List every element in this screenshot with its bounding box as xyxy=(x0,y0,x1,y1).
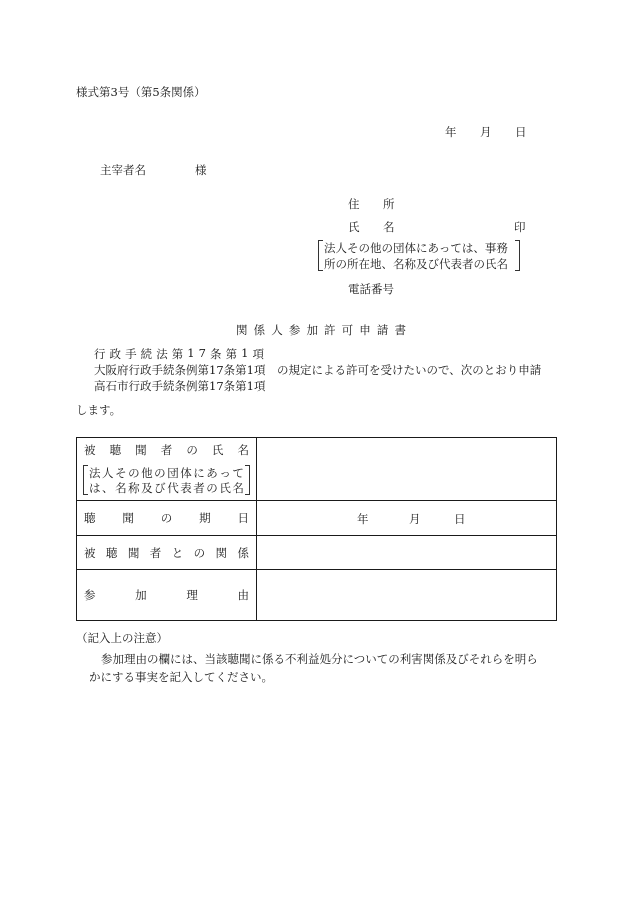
title-char: 許 xyxy=(324,323,336,337)
relationship-label-cell xyxy=(77,536,257,570)
relationship-label: 被 聴 聞 者 と の 関 係 xyxy=(84,545,249,560)
participation-reason-input[interactable] xyxy=(257,570,557,621)
name-label-1: 氏 xyxy=(348,220,360,234)
phone-label: 電話番号 xyxy=(348,282,394,296)
law1-char: 第 xyxy=(171,347,184,361)
address-label-1: 住 xyxy=(348,197,360,211)
hearing-date-day: 日 xyxy=(454,512,466,526)
law1-char: 行 xyxy=(94,347,106,361)
hearing-date-label: 聴 聞 の 期 日 xyxy=(84,511,249,525)
hearing-date-year: 年 xyxy=(357,512,369,526)
participation-reason-label-cell xyxy=(77,570,257,621)
legal-basis-law3: 高石市行政手続条例第17条第1項 xyxy=(94,379,266,393)
law1-char: 項 xyxy=(252,347,264,361)
hearing-date-label-cell xyxy=(77,501,257,536)
title-char: 加 xyxy=(306,323,318,337)
law1-char: 第 xyxy=(225,347,238,361)
hearing-date-value xyxy=(257,511,556,525)
relationship-input[interactable] xyxy=(257,536,557,570)
application-table xyxy=(76,437,557,621)
form-number: 様式第3号（第5条関係） xyxy=(76,85,206,99)
row-note-right-bracket xyxy=(245,465,250,495)
hearing-subject-name-input[interactable] xyxy=(257,438,557,501)
hearing-subject-name-label-cell xyxy=(77,438,257,501)
corp-note-right-bracket xyxy=(515,240,520,271)
law1-char: 手 xyxy=(125,347,137,361)
law1-char: 続 xyxy=(140,347,153,361)
table-row xyxy=(77,536,557,570)
row-note-left-bracket xyxy=(83,465,88,495)
title-char: 可 xyxy=(341,323,354,337)
law1-char: 法 xyxy=(156,347,168,361)
title-char: 請 xyxy=(376,323,389,337)
name-label-2: 名 xyxy=(383,220,395,234)
corp-note-line1: 法人その他の団体にあっては、事務 xyxy=(324,241,508,255)
hearing-subject-name-label: 被 聴 聞 者 の 氏 名 xyxy=(84,442,249,457)
title-char: 書 xyxy=(394,323,406,337)
title-char: 申 xyxy=(359,323,371,337)
table-row xyxy=(77,438,557,501)
date-year-label: 年 xyxy=(445,125,457,139)
law1-char: 政 xyxy=(109,347,122,361)
legal-basis-law2: 大阪府行政手続条例第17条第1項 xyxy=(94,363,266,377)
legal-basis-continuation: します。 xyxy=(76,403,122,417)
corp-note-left-bracket xyxy=(318,240,323,271)
title-char: 人 xyxy=(271,323,283,337)
legal-basis-trailing: の規定による許可を受けたいので、次のとおり申請 xyxy=(277,363,542,377)
title-char: 係 xyxy=(253,323,266,337)
law1-char: 1 xyxy=(187,346,195,360)
notes-line1: 参加理由の欄には、当該聴聞に係る不利益処分についての利害関係及びそれらを明ら xyxy=(101,652,538,666)
legal-basis-law1 xyxy=(94,346,264,362)
addressee-honorific: 様 xyxy=(195,163,207,177)
document-title xyxy=(236,322,406,338)
corp-note-line2: 所の所在地、名称及び代表者の氏名 xyxy=(324,257,508,271)
addressee-name-label: 主宰者名 xyxy=(100,163,146,177)
notes-line2: かにする事実を記入してください。 xyxy=(89,670,273,684)
row-note-line2: は 、 名 称 及 び 代 表 者 の 氏 名 xyxy=(89,480,244,495)
title-char: 参 xyxy=(288,323,301,337)
address-label-2: 所 xyxy=(383,197,395,211)
row-note-line1: 法 人 そ の 他 の 団 体 に あ っ て xyxy=(89,465,244,480)
law1-char: 7 xyxy=(198,346,206,360)
participation-reason-label: 参 加 理 由 xyxy=(84,588,249,602)
hearing-date-month: 月 xyxy=(409,512,421,526)
hearing-subject-corp-note xyxy=(83,465,250,495)
law1-char: 条 xyxy=(210,347,222,361)
law1-char: 1 xyxy=(241,346,249,360)
title-char: 関 xyxy=(236,323,248,337)
date-month-label: 月 xyxy=(480,125,492,139)
table-row xyxy=(77,501,557,536)
hearing-date-input[interactable] xyxy=(257,501,557,536)
seal-mark: 印 xyxy=(514,220,526,234)
table-row xyxy=(77,570,557,621)
notes-heading: （記入上の注意） xyxy=(76,631,168,645)
date-day-label: 日 xyxy=(515,125,527,139)
